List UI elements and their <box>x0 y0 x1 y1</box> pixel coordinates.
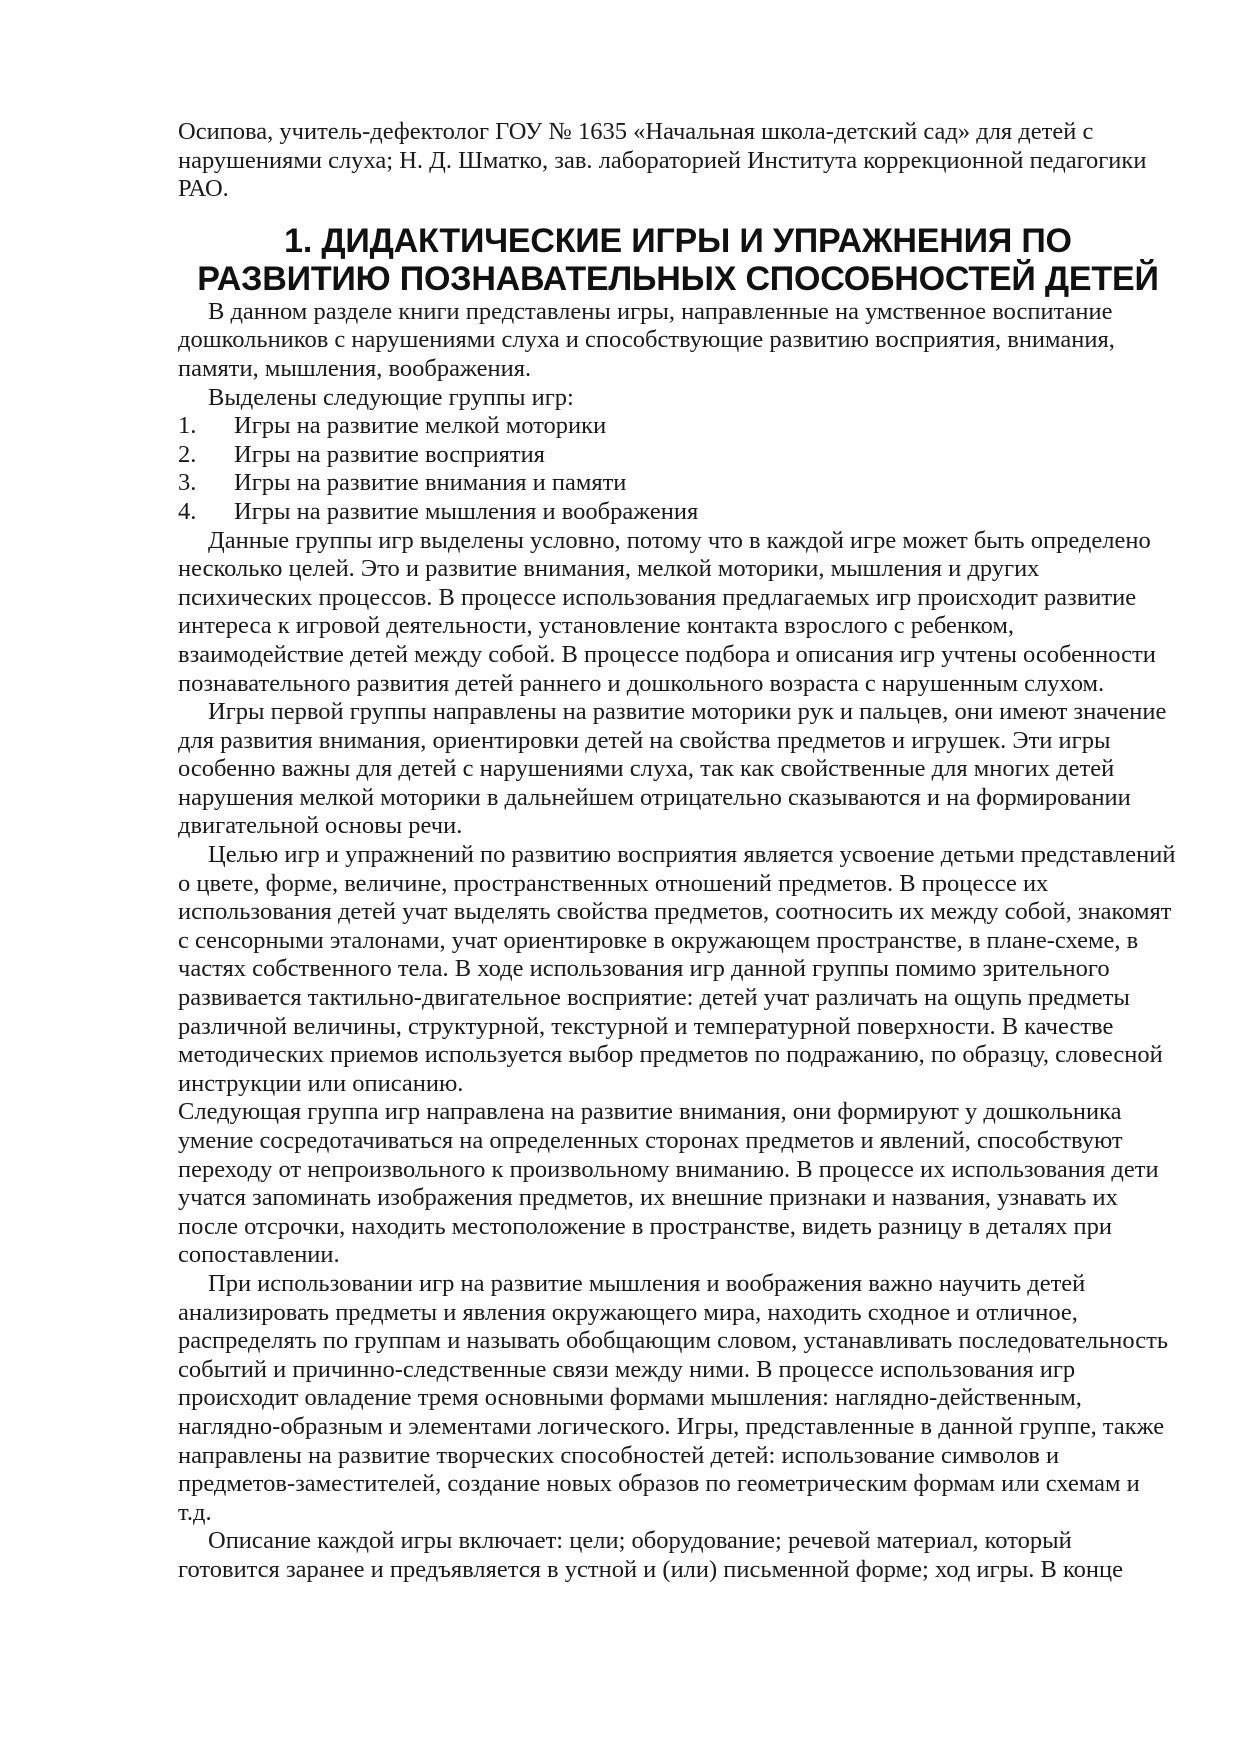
list-item-number: 3. <box>178 469 197 497</box>
list-item-text: Игры на развитие восприятия <box>234 440 545 468</box>
section-heading-line-1: 1. ДИДАКТИЧЕСКИЕ ИГРЫ И УПРАЖНЕНИЯ ПО <box>284 221 1072 260</box>
paragraph-4: Игры первой группы направлены на развитие моторики рук и пальцев, они имеют значение для развития внимания, ориентировки детей на свойства предметов и игрушек. Эти игры особенно важны для детей с нарушениями слуха, так как свойственные для многих детей нарушения мелкой моторики в дальнейшем отрицательно сказываются и на формировании двигательной основы речи. <box>178 698 1167 840</box>
paragraph-1: В данном разделе книги представлены игры, направленные на умственное воспитание дошкольников с нарушениями слуха и способствующие развитию восприятия, внимания, памяти, мышления, воображения. <box>178 297 1115 382</box>
section-heading <box>178 222 1178 298</box>
paragraph-8: Описание каждой игры включает: цели; оборудование; речевой материал, который готовится заранее и предъявляется в устной и (или) письменной форме; ход игры. В конце <box>178 1527 1124 1583</box>
list-item <box>178 469 1178 498</box>
game-groups-list <box>178 412 1178 526</box>
list-item <box>178 498 1178 527</box>
list-item-number: 4. <box>178 497 197 525</box>
paragraph-5: Целью игр и упражнений по развитию восприятия является усвоение детьми представлений о цвете, форме, величине, пространственных отношений предметов. В процессе их использования детей учат выделять свойства предметов, соотносить их между собой, знакомят с сенсорными эталонами, учат ориентировке в окружающем пространстве, в плане-схеме, в частях собственного тела. В ходе использования игр данной группы помимо зрительного развивается тактильно-двигательное восприятие: детей учат различать на ощупь предметы различной величины, структурной, текстурной и температурной поверхности. В качестве методических приемов используется выбор предметов по подражанию, по образцу, словесной инструкции или описанию. <box>178 841 1176 1097</box>
list-item-text: Игры на развитие мелкой моторики <box>234 412 607 440</box>
paragraph-3: Данные группы игр выделены условно, потому что в каждой игре может быть определено несколько целей. Это и развитие внимания, мелкой моторики, мышления и других психических процессов. В процессе использования предлагаемых игр происходит развитие интереса к игровой деятельности, установление контакта взрослого с ребенком, взаимодействие детей между собой. В процессе подбора и описания игр учтены особенности познавательного развития детей раннего и дошкольного возраста с нарушенным слухом. <box>178 526 1156 697</box>
paragraph-7: При использовании игр на развитие мышления и воображения важно научить детей анализировать предметы и явления окружающего мира, находить сходное и отличное, распределять по группам и называть обобщающим словом, устанавливать последовательность событий и причинно-следственные связи между ними. В процессе использования игр происходит овладение тремя основными формами мышления: наглядно-действенным, наглядно-образным и элементами логического. Игры, представленные в данной группе, также направлены на развитие творческих способностей детей: использование символов и предметов-заместителей, создание новых образов по геометрическим формам или схемам и т.д. <box>178 1269 1169 1526</box>
section-heading-line-2: РАЗВИТИЮ ПОЗНАВАТЕЛЬНЫХ СПОСОБНОСТЕЙ ДЕТЕЙ <box>197 259 1159 298</box>
list-item-text: Игры на развитие мышления и воображения <box>234 497 699 525</box>
list-item <box>178 441 1178 470</box>
paragraph-2: Выделены следующие группы игр: <box>208 383 574 411</box>
intro-paragraph: Осипова, учитель-дефектолог ГОУ № 1635 «Начальная школа-детский сад» для детей с нарушениями слуха; Н. Д. Шматко, зав. лабораторией Института коррекционной педагогики РАО. <box>178 118 1147 203</box>
document-page <box>178 118 1178 1585</box>
list-item <box>178 412 1178 441</box>
list-item-number: 2. <box>178 440 197 468</box>
paragraph-6: Следующая группа игр направлена на развитие внимания, они формируют у дошкольника умение сосредотачиваться на определенных сторонах предметов и явлений, способствуют переходу от непроизвольного к произвольному вниманию. В процессе их использования дети учатся запоминать изображения предметов, их внешние признаки и названия, узнавать их после отсрочки, находить местоположение в пространстве, видеть разницу в деталях при сопоставлении. <box>178 1098 1159 1269</box>
list-item-text: Игры на развитие внимания и памяти <box>234 469 627 497</box>
list-item-number: 1. <box>178 412 197 440</box>
